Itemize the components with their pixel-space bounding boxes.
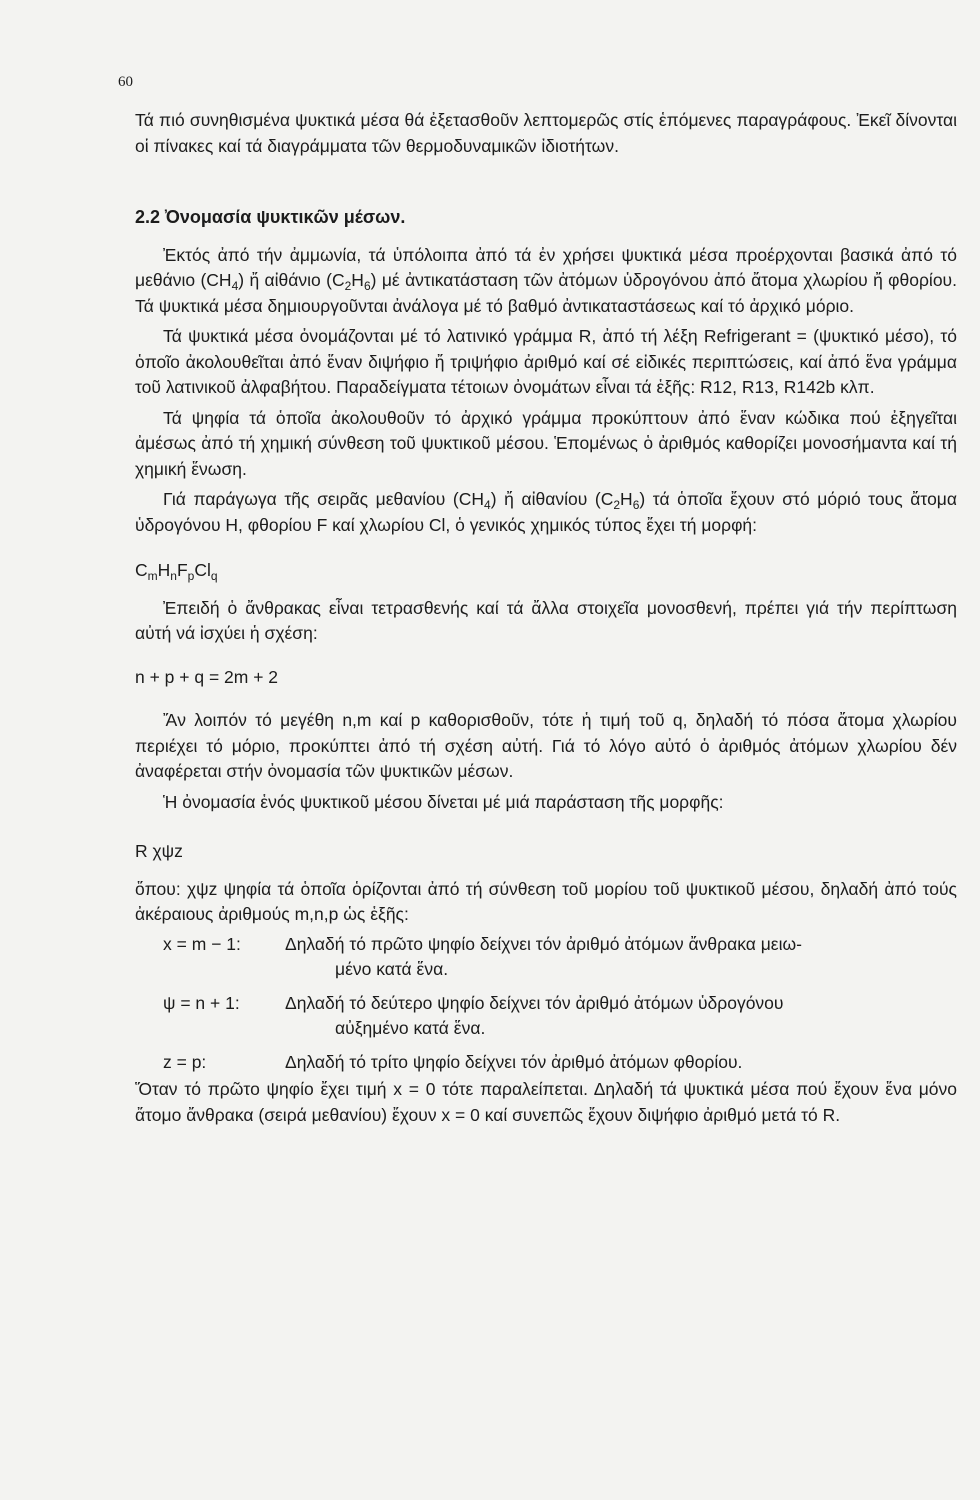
subscript: 6	[363, 279, 371, 293]
general-formula	[135, 558, 957, 584]
definition-continuation: μένο κατά ἕνα.	[335, 959, 449, 979]
definition-rhs	[285, 932, 957, 983]
formula-subscript: p	[187, 569, 195, 583]
formula-symbol: F	[176, 560, 188, 580]
text-run: Γιά παράγωγα τῆς σειρᾶς μεθανίου (CH	[163, 489, 485, 509]
naming-formula: R χψz	[135, 841, 183, 861]
definition-text: Δηλαδή τό τρίτο ψηφίο δείχνει τόν ἀριθμό ἀτόμων φθορίου.	[285, 1051, 743, 1072]
definition-psi	[135, 991, 957, 1042]
valence-equation: n + p + q = 2m + 2	[135, 666, 279, 687]
formula-symbol: C	[135, 560, 148, 580]
formula-symbol: H	[157, 560, 171, 580]
formula-symbol: Cl	[194, 560, 211, 580]
paragraph-naming: Τά ψυκτικά μέσα ὀνομάζονται μέ τό λατινικό γράμμα R, ἀπό τή λέξη Refrigerant = (ψυκτικό μέσο), τό ὁποῖο ἀκολουθεῖται ἀπό ἕναν διψήφιο ἤ τριψήφιο ἀριθμό καί σέ εἰδικές περιπτώσεις, καί ἀπό ἕνα γράμμα τοῦ λατινικοῦ ἀλφαβήτου. Παραδείγματα τέτοιων ὀνομάτων εἶναι τά ἑξῆς: R12, R13, R142b κλπ.	[135, 326, 957, 397]
subscript: 2	[613, 498, 621, 512]
paragraph-zero-digit: Ὅταν τό πρῶτο ψηφίο ἔχει τιμή x = 0 τότε παραλείπεται. Δηλαδή τά ψυκτικά μέσα πού ἔχουν ἕνα μόνο ἄτομο ἄνθρακα (σειρά μεθανίου) ἔχουν x = 0 καί συνεπῶς ἔχουν διψήφιο ἀριθμό μετά τό R.	[135, 1079, 957, 1125]
definition-text: Δηλαδή τό πρῶτο ψηφίο δείχνει τόν ἀριθμό ἀτόμων ἄνθρακα μειω-	[285, 933, 802, 954]
text-run: H	[620, 489, 633, 509]
page-number: 60	[118, 74, 133, 90]
formula-subscript: q	[210, 569, 218, 583]
text-run: ) ἤ αἰθάνιο (C	[238, 270, 345, 290]
text-run: ) τά ὁποῖα ἔχουν στό μόριό τους ἄτομα ὑδρογόνου H, φθορίου F καί χλωρίου Cl, ὁ γενικός χημικός τύπος ἔχει τή μορφή:	[135, 489, 957, 535]
formula-subscript: m	[147, 569, 158, 583]
section-heading: 2.2 Ὀνομασία ψυκτικῶν μέσων.	[135, 207, 406, 227]
intro-paragraph: Τά πιό συνηθισμένα ψυκτικά μέσα θά ἐξετασθοῦν λεπτομερῶς στίς ἑπόμενες παραγράφους. Ἐκεῖ δίνονται οἱ πίνακες καί τά διαγράμματα τῶν θερμοδυναμικῶν ἰδιοτήτων.	[135, 110, 957, 156]
paragraph-where: ὅπου: χψz ψηφία τά ὁποῖα ὁρίζονται ἀπό τή σύνθεση τοῦ μορίου τοῦ ψυκτικοῦ μέσου, δηλαδή ἀπό τούς ἀκέραιους ἀριθμούς m,n,p ὡς ἑξῆς:	[135, 878, 957, 924]
text-run: H	[351, 270, 364, 290]
subscript: 4	[484, 498, 491, 512]
paragraph-derivatives	[135, 487, 957, 538]
definition-rhs	[285, 991, 957, 1042]
text-run: Ἐκτός ἀπό τήν ἀμμωνία, τά ὑπόλοιπα ἀπό τά ἐν χρήσει ψυκτικά μέσα προέρχονται βασικά ἀπό τό μεθάνιο (CH	[135, 244, 957, 290]
definition-text: Δηλαδή τό δεύτερο ψηφίο δείχνει τόν ἀριθμό ἀτόμων ὑδρογόνου	[285, 992, 784, 1013]
definition-lhs: z = p:	[163, 1051, 207, 1072]
definition-continuation: αὐξημένο κατά ἕνα.	[335, 1018, 486, 1038]
definition-rhs	[285, 1050, 957, 1076]
definition-z	[135, 1050, 957, 1076]
formula-subscript: n	[170, 569, 177, 583]
page-content	[135, 108, 957, 1128]
definition-lhs: x = m − 1:	[163, 933, 241, 954]
definition-x	[135, 932, 957, 983]
paragraph-tetravalent: Ἐπειδή ὁ ἄνθρακας εἶναι τετρασθενής καί τά ἄλλα στοιχεῖα μονοσθενή, πρέπει γιά τήν περίπτωση αὐτή νά ἰσχύει ἡ σχέση:	[135, 597, 957, 643]
paragraph-expression: Ἡ ὀνομασία ἑνός ψυκτικοῦ μέσου δίνεται μέ μιά παράσταση τῆς μορφῆς:	[163, 791, 724, 812]
subscript: 2	[344, 279, 352, 293]
paragraph-chlorine: Ἄν λοιπόν τό μεγέθη n,m καί p καθορισθοῦν, τότε ἡ τιμή τοῦ q, δηλαδή τό πόσα ἄτομα χλωρίου περιέχει τό μόριο, προκύπτει ἀπό τή σχέση αὐτή. Γιά τό λόγο αὐτό ὁ ἀριθμός ἀτόμων χλωρίου δέν ἀναφέρεται στήν ὀνομασία τῶν ψυκτικῶν μέσων.	[135, 710, 957, 781]
paragraph-methane-ethane	[135, 243, 957, 320]
definition-lhs: ψ = n + 1:	[163, 992, 240, 1013]
text-run: ) ἤ αἰθανίου (C	[490, 489, 614, 509]
subscript: 4	[231, 279, 239, 293]
subscript: 6	[632, 498, 640, 512]
paragraph-digits: Τά ψηφία τά ὁποῖα ἀκολουθοῦν τό ἀρχικό γράμμα προκύπτουν ἀπό ἕναν κώδικα πού ἐξηγεῖται ἀμέσως ἀπό τή χημική σύνθεση τοῦ ψυκτικοῦ μέσου. Ἑπομένως ὁ ἀριθμός καθορίζει μονοσήμαντα καί τή χημική ἕνωση.	[135, 407, 957, 479]
text-run: ) μέ ἀντικατάσταση τῶν ἀτόμων ὑδρογόνου ἀπό ἄτομα χλωρίου ἤ φθορίου. Τά ψυκτικά μέσα δημιουργοῦνται ἀνάλογα μέ τό βαθμό ἀντικαταστάσεως καί τό ἀρχικό μόριο.	[135, 270, 957, 316]
